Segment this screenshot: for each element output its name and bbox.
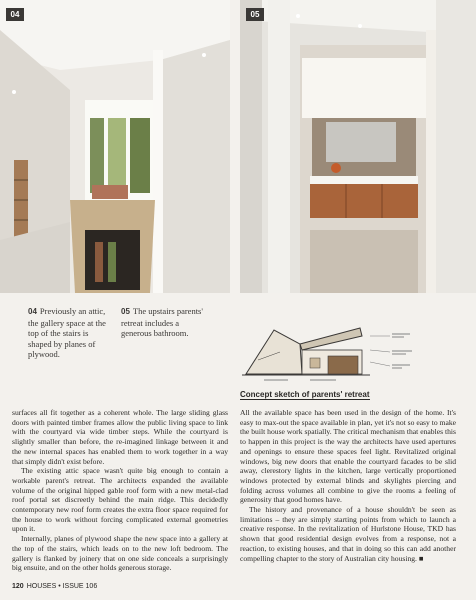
bathroom-image — [240, 0, 476, 293]
photo-bathroom — [240, 0, 476, 293]
article-column-left — [12, 408, 228, 573]
photo-number-badge: 05 — [246, 8, 264, 21]
end-mark-icon: ■ — [418, 553, 424, 563]
sketch-caption: Concept sketch of parents' retreat — [240, 390, 370, 399]
page-footer — [12, 583, 97, 590]
caption-text: The upstairs parents' retreat includes a generous bathroom. — [121, 306, 203, 338]
article-paragraph: The history and provenance of a house shouldn't be seen as limitations – they are simply starting points from which to launch a creative response. In the revitalization of Hurlstone House, TKD has shown that good residential design evolves from a response, not a reaction, to existing houses, and that in doing so this can add another compelling chapter to the story of Australian city housing. — [240, 505, 456, 563]
article-paragraph: All the available space has been used in the design of the home. It's easy to max-out the space available in plan, yet it's not so easy to make the built house work spatially. The critical mechanism that enables this to happen in this project is the way the architects have used apertures and openings to ensure these spaces feel light. Revitalized original windows, big new doors that enable the courtyard facades to be slid away, clerestory lights in the kitchen, large vertically proportioned windows protected by external blinds and skylights piercing and folding across volumes all combine to give the rooms a feeling of generosity that good homes have. — [240, 408, 456, 505]
article-column-right — [240, 408, 456, 563]
caption-number: 05 — [121, 307, 130, 316]
article-paragraph: The existing attic space wasn't quite big enough to contain a workable parent's retreat. The architects expanded the available volume of the original hipped gable roof form with a new metal-clad roof portal set discreetly behind the main ridge. This decidedly contemporary new roof form creates the extra floor space required for the house to work without forcing complicated external geometries upon it. — [12, 466, 228, 534]
page-number: 120 — [12, 583, 24, 590]
article-paragraph: surfaces all fit together as a coherent whole. The large sliding glass doors with painted timber frames allow the public living space to link with the courtyard via wide timber steps. While the courtyard is slightly smaller than before, the re-imagined linkage between it and the new internal spaces has enabled them to work together in a way that simply didn't exist before. — [12, 408, 228, 466]
photo-caption — [28, 306, 113, 360]
attic-gallery-image — [0, 0, 230, 293]
photo-attic-gallery — [0, 0, 230, 293]
caption-text: Previously an attic, the gallery space at the top of the stairs is shaped by planes of plywood. — [28, 306, 106, 359]
article-paragraph: Internally, planes of plywood shape the new space into a gallery at the top of the stairs, which leads on to the new loft bedroom. The gallery is flanked by joinery that on one side conceals a surprisingly big ensuite, and on the other holds generous storage. — [12, 534, 228, 573]
photo-caption — [121, 306, 211, 339]
caption-number: 04 — [28, 307, 37, 316]
photo-number-badge: 04 — [6, 8, 24, 21]
publication-name: HOUSES • ISSUE 106 — [26, 583, 98, 590]
concept-sketch — [240, 322, 436, 384]
concept-sketch-drawing — [240, 322, 436, 384]
